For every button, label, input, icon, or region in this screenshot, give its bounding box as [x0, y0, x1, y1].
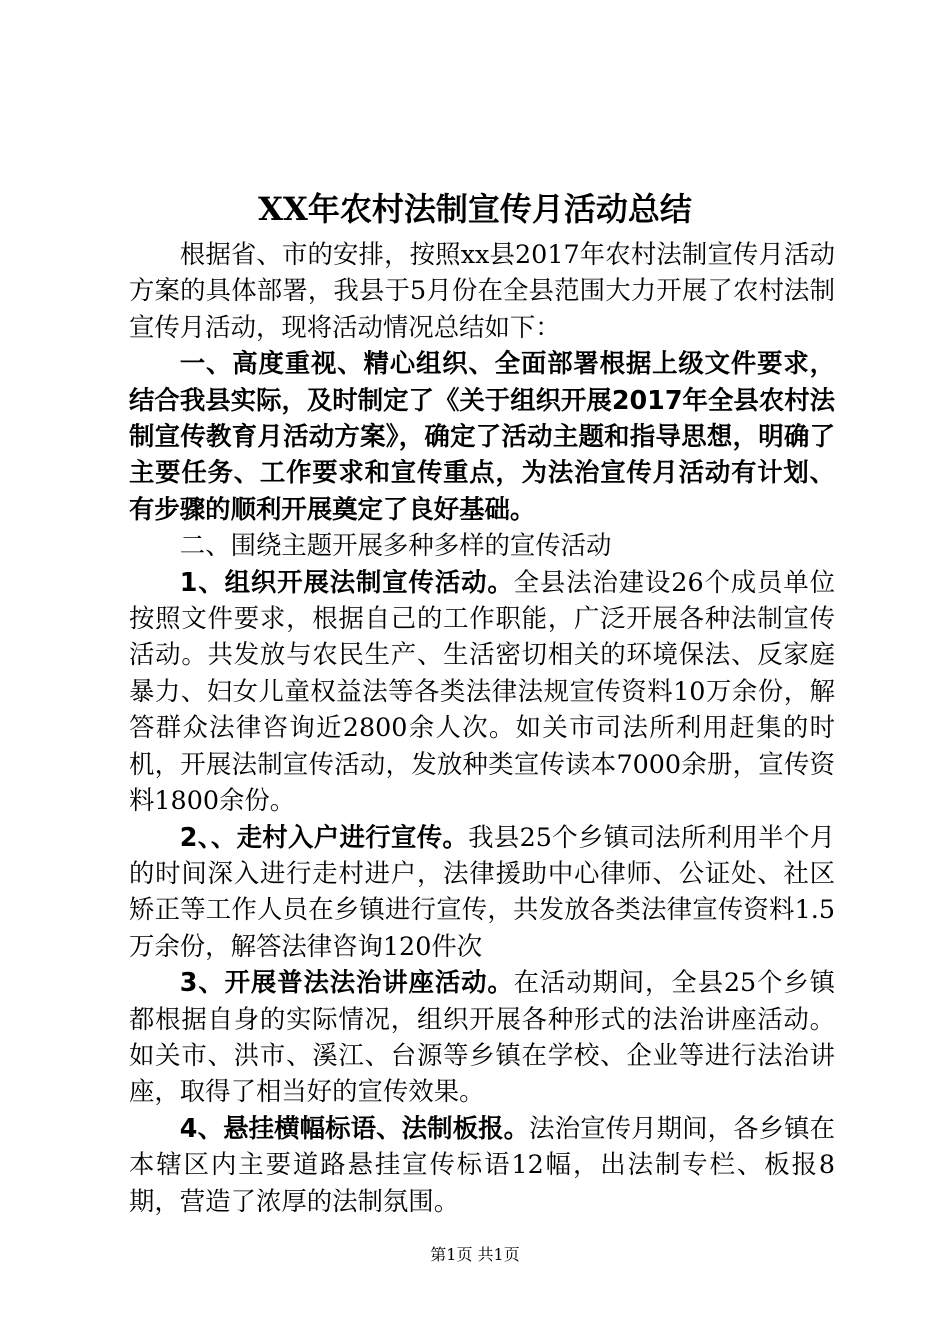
page-footer: 第1页 共1页 [430, 1245, 520, 1264]
item-2-lead: 2、、走村入户进行宣传。 [179, 821, 469, 852]
item-2-paragraph [129, 819, 835, 965]
document-title: XX年农村法制宣传月活动总结 [258, 190, 692, 228]
item-3-lead: 3、开展普法法治讲座活动。 [179, 967, 514, 998]
item-1-paragraph [129, 564, 835, 819]
item-4-paragraph [129, 1110, 835, 1219]
item-2-text: 我县25个乡镇司法所利用半个月的时间深入进行走村进户，法律援助中心律师、公证处、社区矫正等工作人员在乡镇进行宣传，共发放各类法律宣传资料1.5万余份，解答法律咨询120件次 [129, 821, 836, 961]
item-1-text: 全县法治建设26个成员单位按照文件要求，根据自己的工作职能，广泛开展各种法制宣传活动。共发放与农民生产、生活密切相关的环境保法、反家庭暴力、妇女儿童权益法等各类法律法规宣传资料10万余份，解答群众法律咨询近2800余人次。如关市司法所利用赶集的时机，开展法制宣传活动，发放种类宣传读本7000余册，宣传资料1800余份。 [129, 566, 835, 816]
section-1-paragraph: 一、高度重视、精心组织、全面部署根据上级文件要求，结合我县实际，及时制定了《关于组织开展2017年全县农村法制宣传教育月活动方案》，确定了活动主题和指导思想，明确了主要任务、工作要求和宣传重点，为法治宣传月活动有计划、有步骤的顺利开展奠定了良好基础。 [129, 348, 835, 524]
intro-paragraph: 根据省、市的安排，按照xx县2017年农村法制宣传月活动方案的具体部署，我县于5月份在全县范围大力开展了农村法制宣传月活动，现将活动情况总结如下： [129, 239, 835, 342]
item-3-text: 在活动期间，全县25个乡镇都根据自身的实际情况，组织开展各种形式的法治讲座活动。如关市、洪市、溪江、台源等乡镇在学校、企业等进行法治讲座，取得了相当好的宣传效果。 [129, 967, 835, 1107]
item-3-paragraph [129, 964, 835, 1110]
document-body [129, 236, 835, 1219]
section-2-heading: 二、围绕主题开展多种多样的宣传活动 [179, 530, 612, 561]
item-4-text: 法治宣传月期间，各乡镇在本辖区内主要道路悬挂宣传标语12幅，出法制专栏、板报8期，营造了浓厚的法制氛围。 [129, 1112, 835, 1216]
item-4-lead: 4、悬挂横幅标语、法制板报。 [179, 1112, 530, 1143]
item-1-lead: 1、组织开展法制宣传活动。 [179, 566, 514, 597]
